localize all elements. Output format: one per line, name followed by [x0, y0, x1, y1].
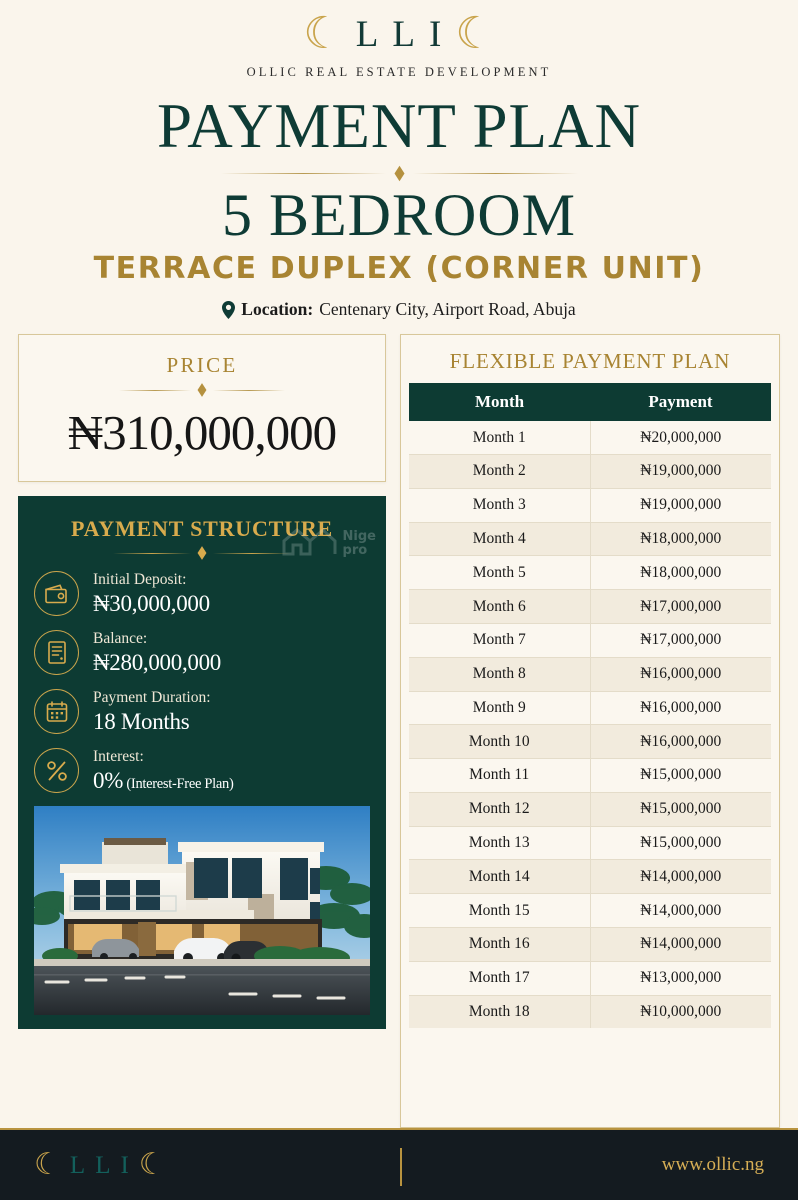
- structure-item-value: 18 Months: [93, 708, 190, 734]
- table-row: [409, 421, 771, 454]
- footer-logo-crescent-right-icon: ☾: [138, 1147, 166, 1182]
- structure-item-text: [93, 570, 210, 617]
- ornament-diamond-icon: [198, 546, 207, 560]
- cell-month: Month 6: [409, 590, 590, 624]
- location-value: Centenary City, Airport Road, Abuja: [319, 299, 576, 320]
- brand-logo: [0, 8, 798, 59]
- structure-heading: PAYMENT STRUCTURE: [71, 516, 333, 542]
- cell-payment: ₦13,000,000: [590, 961, 771, 995]
- table-row: [409, 725, 771, 759]
- cell-payment: ₦16,000,000: [590, 657, 771, 691]
- cell-payment: ₦19,000,000: [590, 488, 771, 522]
- cell-payment: ₦18,000,000: [590, 522, 771, 556]
- cell-month: Month 3: [409, 488, 590, 522]
- table-row: [409, 455, 771, 489]
- ornament-line-left: [221, 173, 386, 174]
- column-header-month: Month: [409, 383, 590, 421]
- table-row: [409, 860, 771, 894]
- footer-brand-logo: [34, 1147, 166, 1182]
- structure-item-value: ₦280,000,000: [93, 649, 222, 675]
- table-header-row: [409, 383, 771, 421]
- ornament-line-right: [413, 173, 578, 174]
- cell-payment: ₦10,000,000: [590, 995, 771, 1028]
- footer-logo-letter-l1: L: [69, 1151, 87, 1179]
- location-row: [0, 299, 798, 320]
- logo-crescent-right-icon: ☾: [455, 8, 495, 59]
- structure-item-note: (Interest-Free Plan): [123, 775, 234, 792]
- cell-month: Month 9: [409, 691, 590, 725]
- table-row: [409, 556, 771, 590]
- structure-item-balance: [34, 629, 370, 676]
- cell-month: Month 13: [409, 826, 590, 860]
- ornament-diamond-icon: [394, 166, 404, 181]
- payment-plan-table: [409, 383, 771, 1028]
- ornament-line-left: [119, 390, 191, 391]
- wallet-icon: [34, 571, 79, 616]
- table-row: [409, 522, 771, 556]
- cell-month: Month 17: [409, 961, 590, 995]
- footer-logo-letter-l2: L: [95, 1151, 112, 1179]
- structure-item-initial-deposit: [34, 570, 370, 617]
- cell-payment: ₦14,000,000: [590, 927, 771, 961]
- table-head: [409, 383, 771, 421]
- ornament-line-left: [113, 553, 191, 554]
- table-row: [409, 995, 771, 1028]
- cell-month: Month 10: [409, 725, 590, 759]
- ornament-divider-main: [189, 169, 609, 178]
- plan-heading: FLEXIBLE PAYMENT PLAN: [449, 349, 731, 374]
- footer-divider: [400, 1148, 402, 1186]
- table-row: [409, 792, 771, 826]
- table-row: [409, 590, 771, 624]
- column-header-payment: Payment: [590, 383, 771, 421]
- cell-payment: ₦15,000,000: [590, 759, 771, 793]
- payment-structure-card: [18, 496, 386, 1029]
- cell-month: Month 2: [409, 455, 590, 489]
- right-column: [400, 334, 780, 1128]
- cell-payment: ₦16,000,000: [590, 691, 771, 725]
- flexible-payment-plan-card: [400, 334, 780, 1128]
- cell-month: Month 7: [409, 623, 590, 657]
- table-row: [409, 691, 771, 725]
- cell-month: Month 18: [409, 995, 590, 1028]
- watermark-text: Nige pro: [342, 529, 376, 558]
- cell-month: Month 8: [409, 657, 590, 691]
- cell-payment: ₦20,000,000: [590, 421, 771, 454]
- calendar-icon: [34, 689, 79, 734]
- cell-month: Month 5: [409, 556, 590, 590]
- cell-payment: ₦17,000,000: [590, 590, 771, 624]
- logo-letter-i: I: [428, 13, 443, 55]
- cell-payment: ₦15,000,000: [590, 826, 771, 860]
- ornament-line-right: [213, 553, 291, 554]
- table-row: [409, 623, 771, 657]
- price-heading: PRICE: [166, 353, 238, 378]
- cell-month: Month 15: [409, 894, 590, 928]
- cell-month: Month 14: [409, 860, 590, 894]
- ornament-line-right: [213, 390, 285, 391]
- footer-logo-crescent-left-icon: ☾: [34, 1147, 61, 1182]
- left-column: [18, 334, 386, 1128]
- cell-month: Month 16: [409, 927, 590, 961]
- footer-logo-letter-i: I: [120, 1151, 130, 1179]
- structure-item-text: [93, 688, 211, 735]
- structure-item-label: Balance:: [93, 630, 148, 648]
- poster-header: [0, 0, 798, 320]
- cell-month: Month 4: [409, 522, 590, 556]
- percent-icon: [34, 748, 79, 793]
- cell-payment: ₦16,000,000: [590, 725, 771, 759]
- property-image: [34, 806, 370, 1015]
- structure-item-text: [93, 629, 221, 676]
- table-row: [409, 894, 771, 928]
- logo-letter-l1: L: [355, 13, 380, 55]
- page-title: PAYMENT PLAN: [156, 91, 642, 161]
- cell-payment: ₦19,000,000: [590, 455, 771, 489]
- structure-item-value: ₦30,000,000: [93, 590, 210, 616]
- structure-item-value: 0% (Interest-Free Plan): [93, 767, 234, 793]
- table-row: [409, 826, 771, 860]
- table-row: [409, 927, 771, 961]
- structure-item-duration: [34, 688, 370, 735]
- logo-crescent-left-icon: ☾: [303, 8, 343, 59]
- property-type-title: 5 BEDROOM: [221, 182, 577, 249]
- cell-month: Month 11: [409, 759, 590, 793]
- cell-month: Month 1: [409, 421, 590, 454]
- location-label: Location:: [241, 299, 314, 320]
- cell-payment: ₦18,000,000: [590, 556, 771, 590]
- cell-payment: ₦14,000,000: [590, 860, 771, 894]
- cell-month: Month 12: [409, 792, 590, 826]
- brand-tagline: OLLIC REAL ESTATE DEVELOPMENT: [246, 65, 552, 79]
- structure-item-label: Initial Deposit:: [93, 571, 187, 589]
- table-row: [409, 657, 771, 691]
- cell-payment: ₦14,000,000: [590, 894, 771, 928]
- ornament-divider-price: [29, 386, 375, 394]
- structure-item-label: Payment Duration:: [93, 689, 211, 707]
- ornament-diamond-icon: [198, 383, 207, 397]
- document-icon: [34, 630, 79, 675]
- footer-website-link[interactable]: www.ollic.ng: [661, 1154, 764, 1175]
- structure-item-label: Interest:: [93, 748, 144, 766]
- cell-payment: ₦17,000,000: [590, 623, 771, 657]
- logo-letter-l2: L: [392, 13, 416, 55]
- table-body: [409, 421, 771, 1028]
- structure-item-text: [93, 747, 234, 794]
- location-pin-icon: [222, 301, 235, 319]
- table-row: [409, 759, 771, 793]
- property-subtype: TERRACE DUPLEX (CORNER UNIT): [93, 251, 705, 287]
- table-row: [409, 488, 771, 522]
- cell-payment: ₦15,000,000: [590, 792, 771, 826]
- price-card: [18, 334, 386, 482]
- structure-item-interest: [34, 747, 370, 794]
- ornament-divider-structure: [34, 549, 370, 557]
- poster-body: [0, 320, 798, 1128]
- price-amount: ₦310,000,000: [67, 405, 337, 461]
- table-row: [409, 961, 771, 995]
- poster-footer: [0, 1128, 798, 1200]
